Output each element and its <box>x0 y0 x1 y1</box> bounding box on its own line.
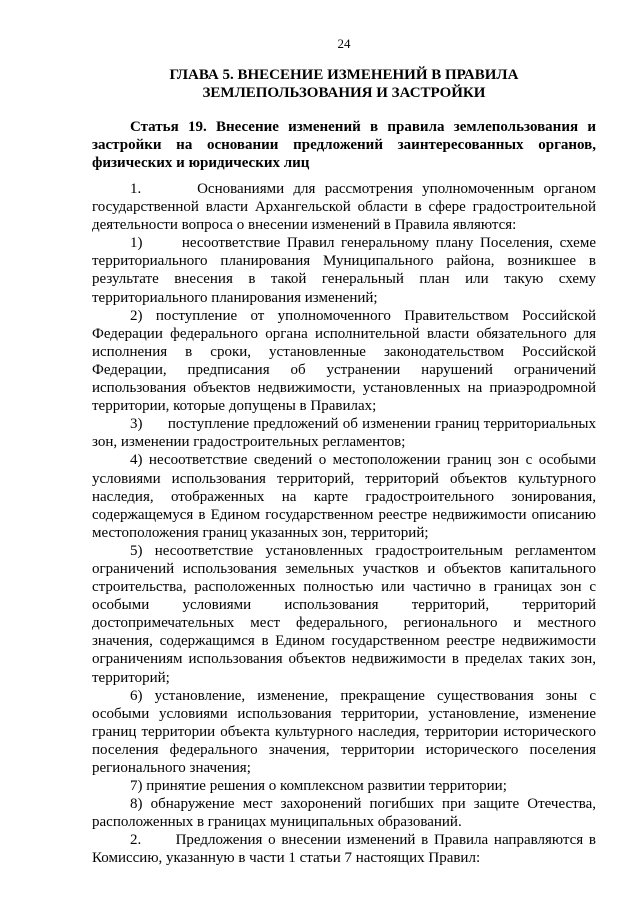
paragraph-item-4: 4) несоответствие сведений о местоположении границ зон с особыми условиями использования территорий, территорий объектов культурного наследия, отображенных на карте градостроительного зонирования, содержащемуся в Едином государственном реестре недвижимости описанию местоположения границ указанных зон, территорий; <box>92 452 596 541</box>
paragraph-item-7: 7) принятие решения о комплексном развитии территории; <box>130 778 507 795</box>
paragraph-part-2: 2. Предложения о внесении изменений в Правила направляются в Комиссию, указанную в части 1 статьи 7 настоящих Правил: <box>92 832 596 867</box>
paragraph-part-1-intro: 1. Основаниями для рассмотрения уполномоченным органом государственной власти Архангельской области в сфере градостроительной деятельности вопроса о внесении изменений в Правила являются: <box>92 181 596 234</box>
article-title: Статья 19. Внесение изменений в правила землепользования и застройки на основании предложений заинтересованных органов, физических и юридических лиц <box>92 119 596 171</box>
page-number: 24 <box>337 36 351 51</box>
chapter-title <box>92 66 596 102</box>
chapter-title-line-1: ГЛАВА 5. ВНЕСЕНИЕ ИЗМЕНЕНИЙ В ПРАВИЛА <box>169 67 519 83</box>
chapter-title-line-2: ЗЕМЛЕПОЛЬЗОВАНИЯ И ЗАСТРОЙКИ <box>202 85 486 101</box>
paragraph-item-1: 1) несоответствие Правил генеральному плану Поселения, схеме территориального планирования Муниципального района, возникшее в результате внесения в такой генеральный план или такую схему территориального планирования изменений; <box>92 235 596 306</box>
paragraph-item-2: 2) поступление от уполномоченного Правительством Российской Федерации федерального органа исполнительной власти обязательного для исполнения в сроки, установленные законодательством Российской Федерации, предписания об устранении нарушений ограничений использования объектов недвижимости, установленных на приаэродромной территории, которые допущены в Правилах; <box>92 307 596 415</box>
article-body <box>92 180 596 868</box>
paragraph-item-5: 5) несоответствие установленных градостроительным регламентом ограничений использования земельных участков и объектов капитального строительства, расположенных полностью или частично в границах зон с особыми условиями использования территорий, территорий достопримечательных мест федерального, регионального и местного значения, содержащимся в Едином государственном реестре недвижимости ограничениям использования объектов недвижимости в пределах таких зон, территорий; <box>92 542 596 686</box>
document-page <box>92 36 596 868</box>
paragraph-item-6: 6) установление, изменение, прекращение существования зоны с особыми условиями использования территории, установление, изменение границ территории объекта культурного наследия, территории исторического поселения федерального значения, территории исторического поселения регионального значения; <box>92 687 596 776</box>
paragraph-item-3: 3) поступление предложений об изменении границ территориальных зон, изменении градостроительных регламентов; <box>92 416 596 451</box>
paragraph-item-8: 8) обнаружение мест захоронений погибших при защите Отечества, расположенных в границах муниципальных образований. <box>92 796 596 831</box>
